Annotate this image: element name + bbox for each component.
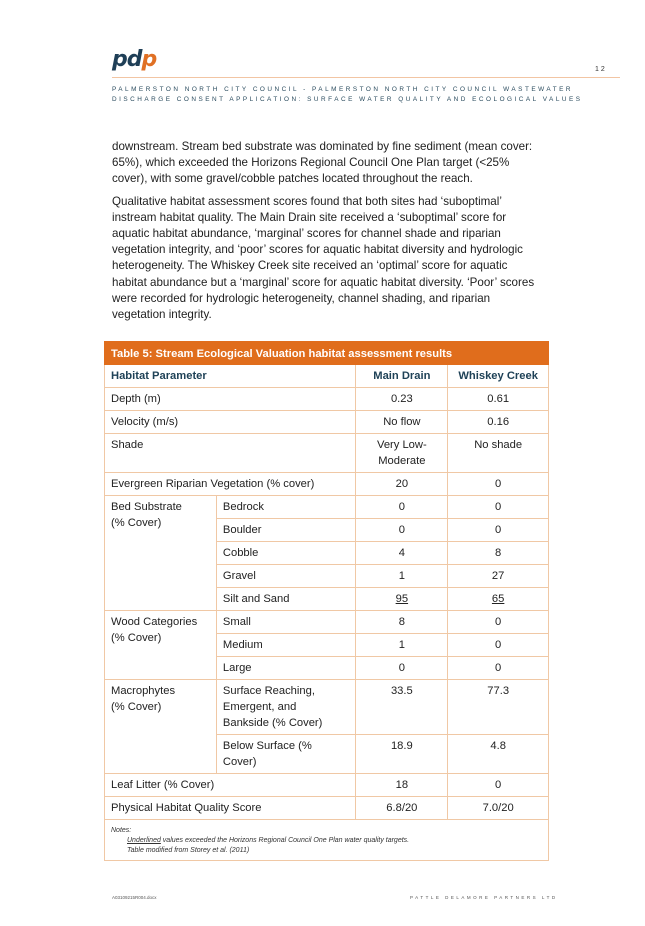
habitat-assessment-table	[104, 341, 549, 861]
notes-line-1-text: values exceeded the Horizons Regional Council One Plan water quality targets.	[160, 837, 410, 844]
whiskey-creek-value: 0	[448, 473, 549, 496]
row-label: Below Surface (% Cover)	[216, 735, 355, 774]
whiskey-creek-value: 8	[448, 542, 549, 565]
table-row	[105, 611, 549, 634]
underlined-value: 95	[395, 593, 409, 605]
row-label: Bedrock	[216, 496, 355, 519]
main-drain-value: 0	[356, 519, 448, 542]
underlined-value: 65	[491, 593, 505, 605]
table-row	[105, 411, 549, 434]
table-caption: Table 5: Stream Ecological Valuation habitat assessment results	[105, 342, 549, 365]
whiskey-creek-value: 77.3	[448, 680, 549, 735]
company-name: PATTLE DELAMORE PARTNERS LTD	[410, 895, 558, 900]
page-number: 12	[595, 66, 607, 73]
row-label: Evergreen Riparian Vegetation (% cover)	[105, 473, 356, 496]
row-label: Surface Reaching, Emergent, and Bankside (% Cover)	[216, 680, 355, 735]
whiskey-creek-value-exceeded	[448, 588, 549, 611]
main-drain-value: 0	[356, 496, 448, 519]
main-drain-value: No flow	[356, 411, 448, 434]
row-label: Gravel	[216, 565, 355, 588]
header-habitat-parameter: Habitat Parameter	[105, 365, 356, 388]
main-drain-value: 0	[356, 657, 448, 680]
row-label: Silt and Sand	[216, 588, 355, 611]
row-label: Leaf Litter (% Cover)	[105, 774, 356, 797]
paragraph: downstream. Stream bed substrate was dominated by fine sediment (mean cover: 65%), which exceeded the Horizons Regional Council One Plan target (<25% cover), with some gravel/cobble patches located throughout the reach.	[112, 140, 533, 186]
whiskey-creek-value: 27	[448, 565, 549, 588]
whiskey-creek-value: 0	[448, 657, 549, 680]
notes-line-2: Table modified from Storey et al. (2011)	[127, 847, 250, 854]
table-row	[105, 473, 549, 496]
row-label: Large	[216, 657, 355, 680]
body-text	[112, 139, 542, 329]
paragraph: Qualitative habitat assessment scores found that both sites had ‘suboptimal’ instream habitat quality. The Main Drain site received a ‘suboptimal’ score for aquatic habitat abundance, ‘marginal’ scores for channel shade and riparian vegetation integrity, and ‘poor’ scores for aquatic habitat diversity and hydrologic heterogeneity. The Whiskey Creek site received an ‘optimal’ score for aquatic habitat abundance but a ‘marginal’ score for aquatic habitat diversity. ‘Poor’ scores were recorded for hydrologic heterogeneity, channel shading, and riparian vegetation integrity.	[112, 194, 535, 322]
document-reference: A03109215R004.docx	[112, 895, 157, 900]
table-row	[105, 388, 549, 411]
table-row	[105, 496, 549, 519]
whiskey-creek-value: 0	[448, 634, 549, 657]
table-row	[105, 434, 549, 473]
whiskey-creek-value: 4.8	[448, 735, 549, 774]
table-notes	[105, 820, 549, 861]
main-drain-value: 8	[356, 611, 448, 634]
main-drain-value: 18	[356, 774, 448, 797]
main-drain-value: 20	[356, 473, 448, 496]
main-drain-value-exceeded	[356, 588, 448, 611]
main-drain-value: 1	[356, 634, 448, 657]
notes-underlined-word: Underlined	[127, 837, 161, 844]
whiskey-creek-value: 0	[448, 611, 549, 634]
main-drain-value: 6.8/20	[356, 797, 448, 820]
main-drain-value: 18.9	[356, 735, 448, 774]
whiskey-creek-value: 0.16	[448, 411, 549, 434]
row-label: Small	[216, 611, 355, 634]
row-label: Medium	[216, 634, 355, 657]
row-label: Shade	[105, 434, 356, 473]
row-label: Boulder	[216, 519, 355, 542]
running-head-line-2: DISCHARGE CONSENT APPLICATION: SURFACE WATER QUALITY AND ECOLOGICAL VALUES	[112, 95, 583, 103]
row-label: Physical Habitat Quality Score	[105, 797, 356, 820]
header-whiskey-creek: Whiskey Creek	[448, 365, 549, 388]
whiskey-creek-value: 7.0/20	[448, 797, 549, 820]
table-row	[105, 774, 549, 797]
header-divider	[112, 77, 620, 78]
whiskey-creek-value: 0	[448, 496, 549, 519]
main-drain-value: Very Low-Moderate	[356, 434, 448, 473]
whiskey-creek-value: 0	[448, 774, 549, 797]
main-drain-value: 4	[356, 542, 448, 565]
table-row	[105, 680, 549, 735]
notes-title: Notes:	[111, 827, 132, 834]
notes-line-1	[111, 836, 542, 846]
running-head	[112, 85, 583, 104]
header-main-drain: Main Drain	[356, 365, 448, 388]
row-label: Depth (m)	[105, 388, 356, 411]
whiskey-creek-value: No shade	[448, 434, 549, 473]
logo-letter-p2: p	[141, 47, 157, 72]
logo-letter-p: p	[112, 47, 127, 72]
main-drain-value: 33.5	[356, 680, 448, 735]
table-row	[105, 797, 549, 820]
group-label-bed-substrate: Bed Substrate (% Cover)	[105, 496, 217, 611]
main-drain-value: 1	[356, 565, 448, 588]
whiskey-creek-value: 0.61	[448, 388, 549, 411]
main-drain-value: 0.23	[356, 388, 448, 411]
group-label-wood-categories: Wood Categories (% Cover)	[105, 611, 217, 680]
pdp-logo	[112, 47, 156, 72]
row-label: Velocity (m/s)	[105, 411, 356, 434]
whiskey-creek-value: 0	[448, 519, 549, 542]
row-label: Cobble	[216, 542, 355, 565]
logo-letter-d: d	[126, 47, 142, 72]
group-label-macrophytes: Macrophytes (% Cover)	[105, 680, 217, 774]
notes-cell	[105, 820, 549, 861]
running-head-line-1: PALMERSTON NORTH CITY COUNCIL - PALMERSTON NORTH CITY COUNCIL WASTEWATER	[112, 86, 573, 93]
